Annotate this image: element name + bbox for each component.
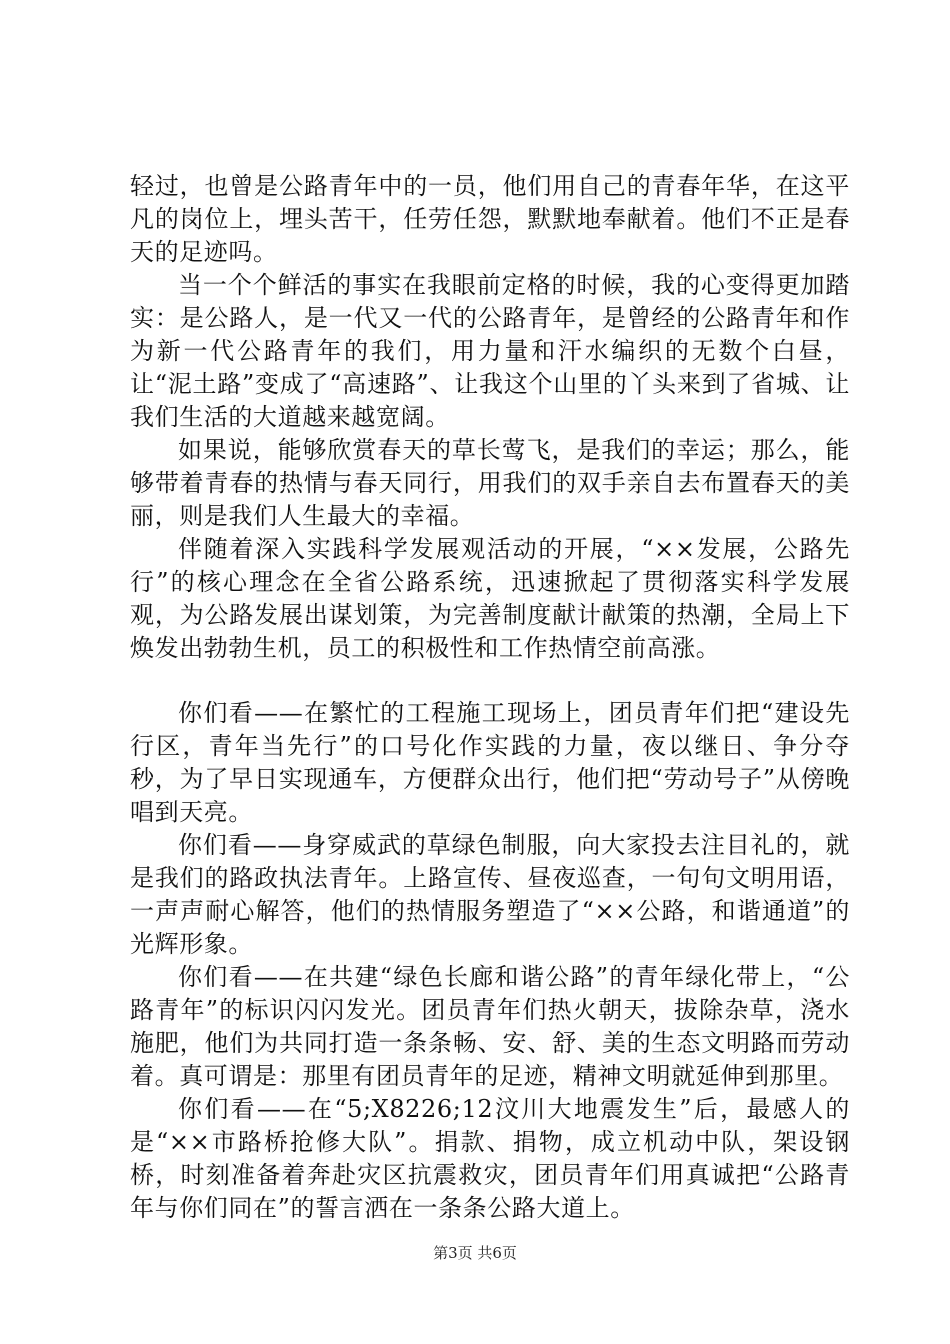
- paragraph-continuation: 轻过，也曾是公路青年中的一员，他们用自己的青春年华，在这平凡的岗位上，埋头苦干，任劳任怨，默默地奉献着。他们不正是春天的足迹吗。: [130, 172, 850, 266]
- paragraph: 你们看——在共建“绿色长廊和谐公路”的青年绿化带上，“公路青年”的标识闪闪发光。团员青年们热火朝天，拔除杂草，浇水施肥，他们为共同打造一条条畅、安、舒、美的生态文明路而劳动着。真可谓是：那里有团员青年的足迹，精神文明就延伸到那里。: [130, 963, 850, 1090]
- paragraph: 你们看——在“5;X8226;12汶川大地震发生”后，最感人的是“××市路桥抢修大队”。捐款、捐物，成立机动中队，架设钢桥，时刻准备着奔赴灾区抗震救灾，团员青年们用真诚把“公路青年与你们同在”的誓言洒在一条条公路大道上。: [130, 1095, 850, 1222]
- paragraph: 你们看——身穿威武的草绿色制服，向大家投去注目礼的，就是我们的路政执法青年。上路宣传、昼夜巡查，一句句文明用语，一声声耐心解答，他们的热情服务塑造了“××公路，和谐通道”的光辉形象。: [130, 831, 850, 958]
- paragraph: 伴随着深入实践科学发展观活动的开展，“××发展，公路先行”的核心理念在全省公路系统，迅速掀起了贯彻落实科学发展观，为公路发展出谋划策，为完善制度献计献策的热潮，全局上下焕发出勃勃生机，员工的积极性和工作热情空前高涨。: [130, 535, 850, 662]
- page-number-footer: 第3页 共6页: [433, 1244, 517, 1262]
- document-body: [130, 170, 850, 1225]
- paragraph: 你们看——在繁忙的工程施工现场上，团员青年们把“建设先行区，青年当先行”的口号化作实践的力量，夜以继日、争分夺秒，为了早日实现通车，方便群众出行，他们把“劳动号子”从傍晚唱到天亮。: [130, 699, 850, 826]
- paragraph: 如果说，能够欣赏春天的草长莺飞，是我们的幸运；那么，能够带着青春的热情与春天同行，用我们的双手亲自去布置春天的美丽，则是我们人生最大的幸福。: [130, 436, 850, 530]
- paragraph: 当一个个鲜活的事实在我眼前定格的时候，我的心变得更加踏实：是公路人，是一代又一代的公路青年，是曾经的公路青年和作为新一代公路青年的我们，用力量和汗水编织的无数个白昼，让“泥土路”变成了“高速路”、让我这个山里的丫头来到了省城、让我们生活的大道越来越宽阔。: [130, 271, 850, 431]
